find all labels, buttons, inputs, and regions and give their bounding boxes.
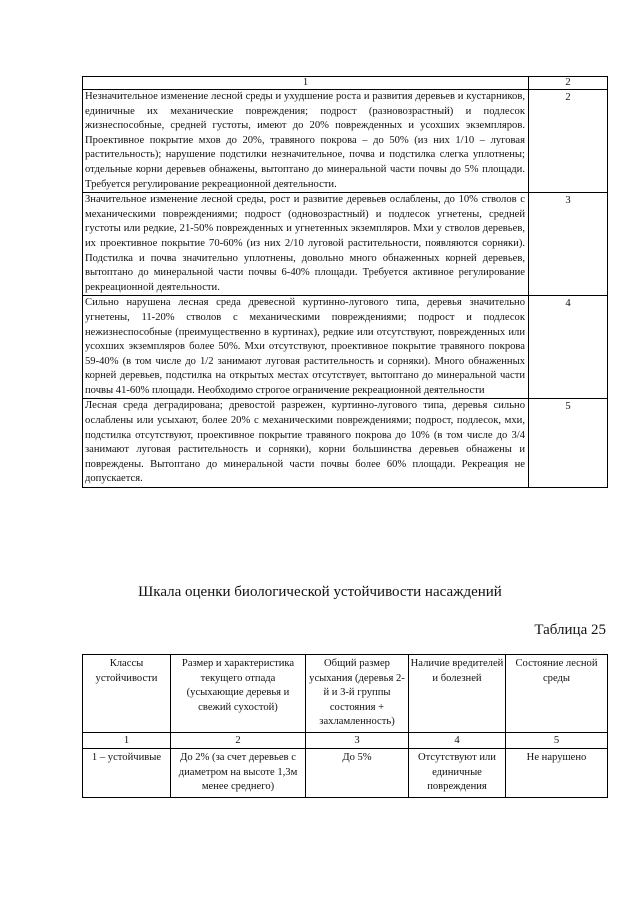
description-cell: Незначительное изменение лесной среды и ухудшение роста и развития деревьев и кустарников, единичные их механические повреждения; подрост (разновозрастный) и подлесок жизнеспособные, средней густоты, имеют до 20% поврежденных и усохших экземпляров. Проективное покрытие мхов до 20%, травяного покрова – до 50% (из них 1/10 – луговая растительность); нарушение подстилки незначительное, почва и подстилка слегка уплотнены; отдельные корни деревьев обнажены, вытоптано до минеральной части почвы до 5% площади. Требуется регулирование рекреационной деятельности. xyxy=(83,90,529,193)
column-number: 1 xyxy=(83,732,171,748)
description-cell: Значительное изменение лесной среды, рост и развитие деревьев ослаблены, до 10% стволов с механическими повреждениями; подрост (одновозрастный) и подлесок угнетены, средней густоты или редкие, 21-50% поврежденных и угнетенных экземпляров. Мхи у стволов деревьев, их проективное покрытие 70-60% (из них 2/10 луговой растительности, появляются сорняки). Подстилка и почва значительно уплотнены, довольно много обнаженных корней деревьев, вытоптано до минеральной части почвы 6-40% площади. Требуется активное регулирование рекреационной деятельности. xyxy=(83,193,529,296)
stability-scale-table xyxy=(82,654,608,798)
column-number: 4 xyxy=(409,732,506,748)
score-cell: 2 xyxy=(529,90,608,193)
recreation-impact-table xyxy=(82,76,608,488)
score-cell: 4 xyxy=(529,296,608,399)
table-row xyxy=(83,296,608,399)
table-header-row xyxy=(83,655,608,733)
table-cell: Не нарушено xyxy=(506,748,608,797)
table-header-row xyxy=(83,77,608,90)
header-cell: Состояние лесной среды xyxy=(506,655,608,733)
table-cell: До 5% xyxy=(306,748,409,797)
table-row xyxy=(83,748,608,797)
score-cell: 5 xyxy=(529,399,608,488)
header-cell: Классы устойчивости xyxy=(83,655,171,733)
section-title: Шкала оценки биологической устойчивости насаждений xyxy=(138,584,502,600)
column-number: 5 xyxy=(506,732,608,748)
header-cell: Общий размер усыхания (деревья 2-й и 3-й группы состояния + захламленность) xyxy=(306,655,409,733)
table-row xyxy=(83,399,608,488)
column-number: 3 xyxy=(306,732,409,748)
column-number-row xyxy=(83,732,608,748)
column-number: 2 xyxy=(171,732,306,748)
table-row xyxy=(83,193,608,296)
header-cell: Наличие вредителей и болезней xyxy=(409,655,506,733)
header-cell: Размер и характеристика текущего отпада (усыхающие деревья и свежий сухостой) xyxy=(171,655,306,733)
table-number-label: Таблица 25 xyxy=(534,622,606,638)
description-cell: Сильно нарушена лесная среда древесной куртинно-лугового типа, деревья значительно угнетены, 11-20% стволов с механическими повреждениями; подрост и подлесок нежизнеспособные (преимущественно в куртинах), редкие или отсутствуют, поврежденных или усохших экземпляров более 50%. Мхи отсутствуют, проективное покрытие травяного покрова 59-40% (в том числе до 1/2 занимают луговая растительность и сорняки). Много обнаженных корней деревьев, подстилка на открытых местах отсутствует, вытоптано до минеральной части почвы 41-60% площади. Необходимо строгое ограничение рекреационной деятельности xyxy=(83,296,529,399)
table-cell: До 2% (за счет деревьев с диаметром на высоте 1,3м менее среднего) xyxy=(171,748,306,797)
table-row xyxy=(83,90,608,193)
header-cell: 1 xyxy=(83,77,529,90)
description-cell: Лесная среда деградирована; древостой разрежен, куртинно-лугового типа, деревья сильно ослаблены или усыхают, более 20% с механическими повреждениями; подрост, подлесок, мхи, подстилка отсутствуют, проективное покрытие травяного покрова до 10% (в том числе до 3/4 занимают луговая растительность и сорняки), корни большинства деревьев обнажены и повреждены. Вытоптано до минеральной части почвы более 60% площади. Рекреация не допускается. xyxy=(83,399,529,488)
table-cell: Отсутствуют или единичные повреждения xyxy=(409,748,506,797)
header-cell: 2 xyxy=(529,77,608,90)
score-cell: 3 xyxy=(529,193,608,296)
table-cell: 1 – устойчивые xyxy=(83,748,171,797)
